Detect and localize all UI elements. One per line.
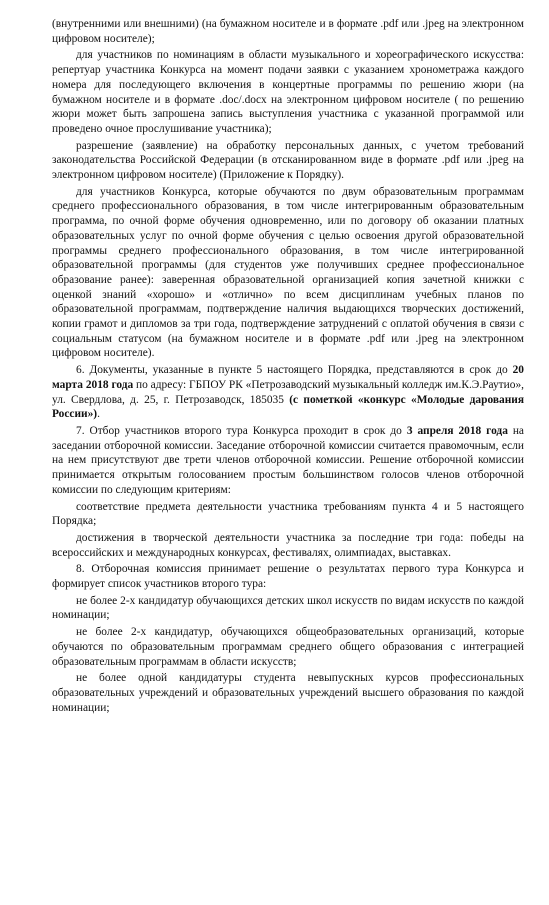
document-paragraph <box>52 625 524 669</box>
bold-text-segment: 20 марта 2018 года <box>52 364 524 391</box>
document-paragraph <box>52 424 524 498</box>
document-paragraph <box>52 48 524 136</box>
document-paragraph <box>52 363 524 422</box>
document-paragraph <box>52 139 524 183</box>
text-segment: для участников Конкурса, которые обучаются по двум образовательным программам среднего профессионального образования, в том числе интегрированным образовательным программа, по очной форме обучения одновременно, или по договору об оказании платных образовательных услуг по очной форме обучения с целью освоения другой образовательной программы среднего профессионального образования, в том числе интегрированной образовательной программы (для студентов уже получивших среднее профессиональное образование ранее): заверенная образовательной организацией копия зачетной книжки с оценкой знаний «хорошо» и «отлично» по всем дисциплинам учебных планов по образовательной программам, подтверждение наличия выдающихся творческих достижений, копии грамот и дипломов за три года, подтверждение затруднений с оплатой обучения в связи с социальным статусом (на бумажном носителе и в формате .pdf или .jpeg на электронном цифровом носителе). <box>52 185 524 360</box>
document-paragraph <box>52 185 524 361</box>
text-segment: достижения в творческой деятельности участника за последние три года: победы на всероссийских и международных конкурсах, фестивалях, олимпиадах, выставках. <box>52 531 524 559</box>
document-paragraph <box>52 531 524 560</box>
text-segment: не более одной кандидатуры студента невыпускных курсов профессиональных образовательных учреждений и образовательных учреждений высшего образования по каждой номинации; <box>52 672 524 714</box>
text-segment: (внутренними или внешними) (на бумажном носителе и в формате .pdf или .jpeg на электронном цифровом носителе); <box>52 18 524 45</box>
text-segment: 6. Документы, указанные в пункте 5 настоящего Порядка, представляются в срок до <box>76 364 513 377</box>
document-paragraph <box>52 500 524 529</box>
text-segment: . <box>97 408 100 421</box>
document-paragraph <box>52 594 524 623</box>
text-segment: не более 2-х кандидатур, обучающихся общеобразовательных организаций, которые обучаются по образовательным программам среднего общего образования с интеграцией образовательным программам в области искусств; <box>52 626 524 668</box>
text-segment: для участников по номинациям в области музыкального и хореографического искусства: репертуар участника Конкурса на момент подачи заявки с указанием хронометража каждого номера для последующего включения в концертные программы по решению жюри (на бумажном носителе и в формате .doc/.docx на электронном цифровом носителе ( по решению жюри может быть запрошена запись выступления участника с указанной программой или проведено очное прослушивание участника); <box>52 49 524 135</box>
text-segment: 8. Отборочная комиссия принимает решение о результатах первого тура Конкурса и формирует список участников второго тура: <box>52 563 524 591</box>
text-segment: по адресу: ГБПОУ РК «Петрозаводский музыкальный колледж им.К.Э.Раутио», ул. Свердлова, д. 25, г. Петрозаводск, 185035 <box>52 378 524 406</box>
document-paragraph <box>52 17 524 46</box>
document-paragraph <box>52 671 524 715</box>
document-paragraph <box>52 562 524 591</box>
bold-text-segment: 3 апреля 2018 года <box>406 424 508 437</box>
text-segment: на заседании отборочной комиссии. Заседание отборочной комиссии считается правомочным, если на нем присутствуют две трети членов отборочной комиссии. Решение отборочной комиссии принимается открытым голосованием простым большинством голосов членов отборочной комиссии по следующим критериям: <box>52 424 524 496</box>
text-segment: не более 2-х кандидатур обучающихся детских школ искусств по видам искусств по каждой номинации; <box>52 594 524 622</box>
document-body <box>52 17 524 715</box>
text-segment: 7. Отбор участников второго тура Конкурса проходит в срок до <box>76 424 407 437</box>
bold-text-segment: (с пометкой «конкурс «Молодые дарования России») <box>52 393 524 421</box>
text-segment: соответствие предмета деятельности участника требованиям пункта 4 и 5 настоящего Порядка; <box>52 500 524 528</box>
text-segment: разрешение (заявление) на обработку персональных данных, с учетом требований законодательства Российской Федерации (в отсканированном виде в формате .pdf или .jpeg на электронном цифровом носителе) (Приложение к Порядку). <box>52 139 524 182</box>
